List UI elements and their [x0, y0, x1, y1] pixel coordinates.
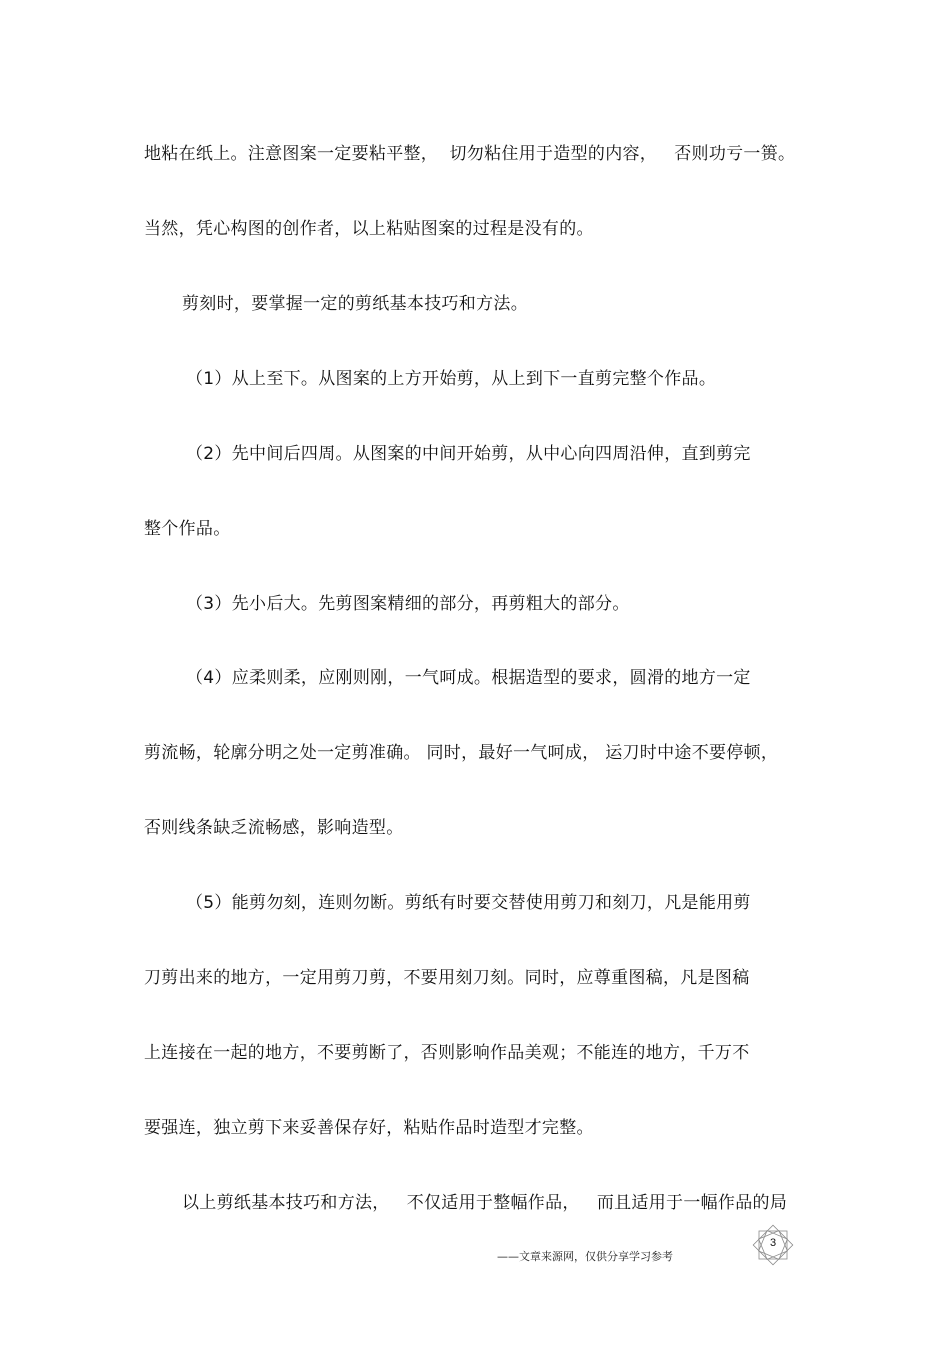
text-line: 地粘在纸上。注意图案一定要粘平整， 切勿粘住用于造型的内容， 否则功亏一篑。	[144, 144, 796, 164]
text-line: 以上剪纸基本技巧和方法， 不仅适用于整幅作品， 而且适用于一幅作品的局	[182, 1193, 788, 1213]
text-line: （5）能剪勿刻，连则勿断。剪纸有时要交替使用剪刀和刻刀，凡是能用剪	[186, 893, 751, 913]
text-line: 剪流畅，轮廓分明之处一定剪准确。 同时，最好一气呵成， 运刀时中途不要停顿，	[144, 743, 779, 763]
text-line: 要强连，独立剪下来妥善保存好，粘贴作品时造型才完整。	[144, 1118, 594, 1138]
page-number-badge	[750, 1222, 796, 1268]
text-line: （1）从上至下。从图案的上方开始剪，从上到下一直剪完整个作品。	[186, 369, 717, 389]
text-line: 当然，凭心构图的创作者，以上粘贴图案的过程是没有的。	[144, 219, 594, 239]
text-line: 刀剪出来的地方，一定用剪刀剪，不要用刻刀刻。同时，应尊重图稿，凡是图稿	[144, 968, 750, 988]
text-line: 上连接在一起的地方，不要剪断了，否则影响作品美观；不能连的地方，千万不	[144, 1043, 750, 1063]
text-line: （4）应柔则柔，应刚则刚，一气呵成。根据造型的要求，圆滑的地方一定	[186, 668, 751, 688]
footer-source-note: ——文章来源网，仅供分享学习参考	[497, 1250, 673, 1263]
text-line: 整个作品。	[144, 519, 231, 539]
text-line: 剪刻时，要掌握一定的剪纸基本技巧和方法。	[182, 294, 528, 314]
page-number: 3	[769, 1237, 777, 1249]
text-line: （2）先中间后四周。从图案的中间开始剪，从中心向四周沿伸，直到剪完	[186, 444, 751, 464]
text-line: （3）先小后大。先剪图案精细的部分，再剪粗大的部分。	[186, 594, 630, 614]
text-line: 否则线条缺乏流畅感，影响造型。	[144, 818, 404, 838]
